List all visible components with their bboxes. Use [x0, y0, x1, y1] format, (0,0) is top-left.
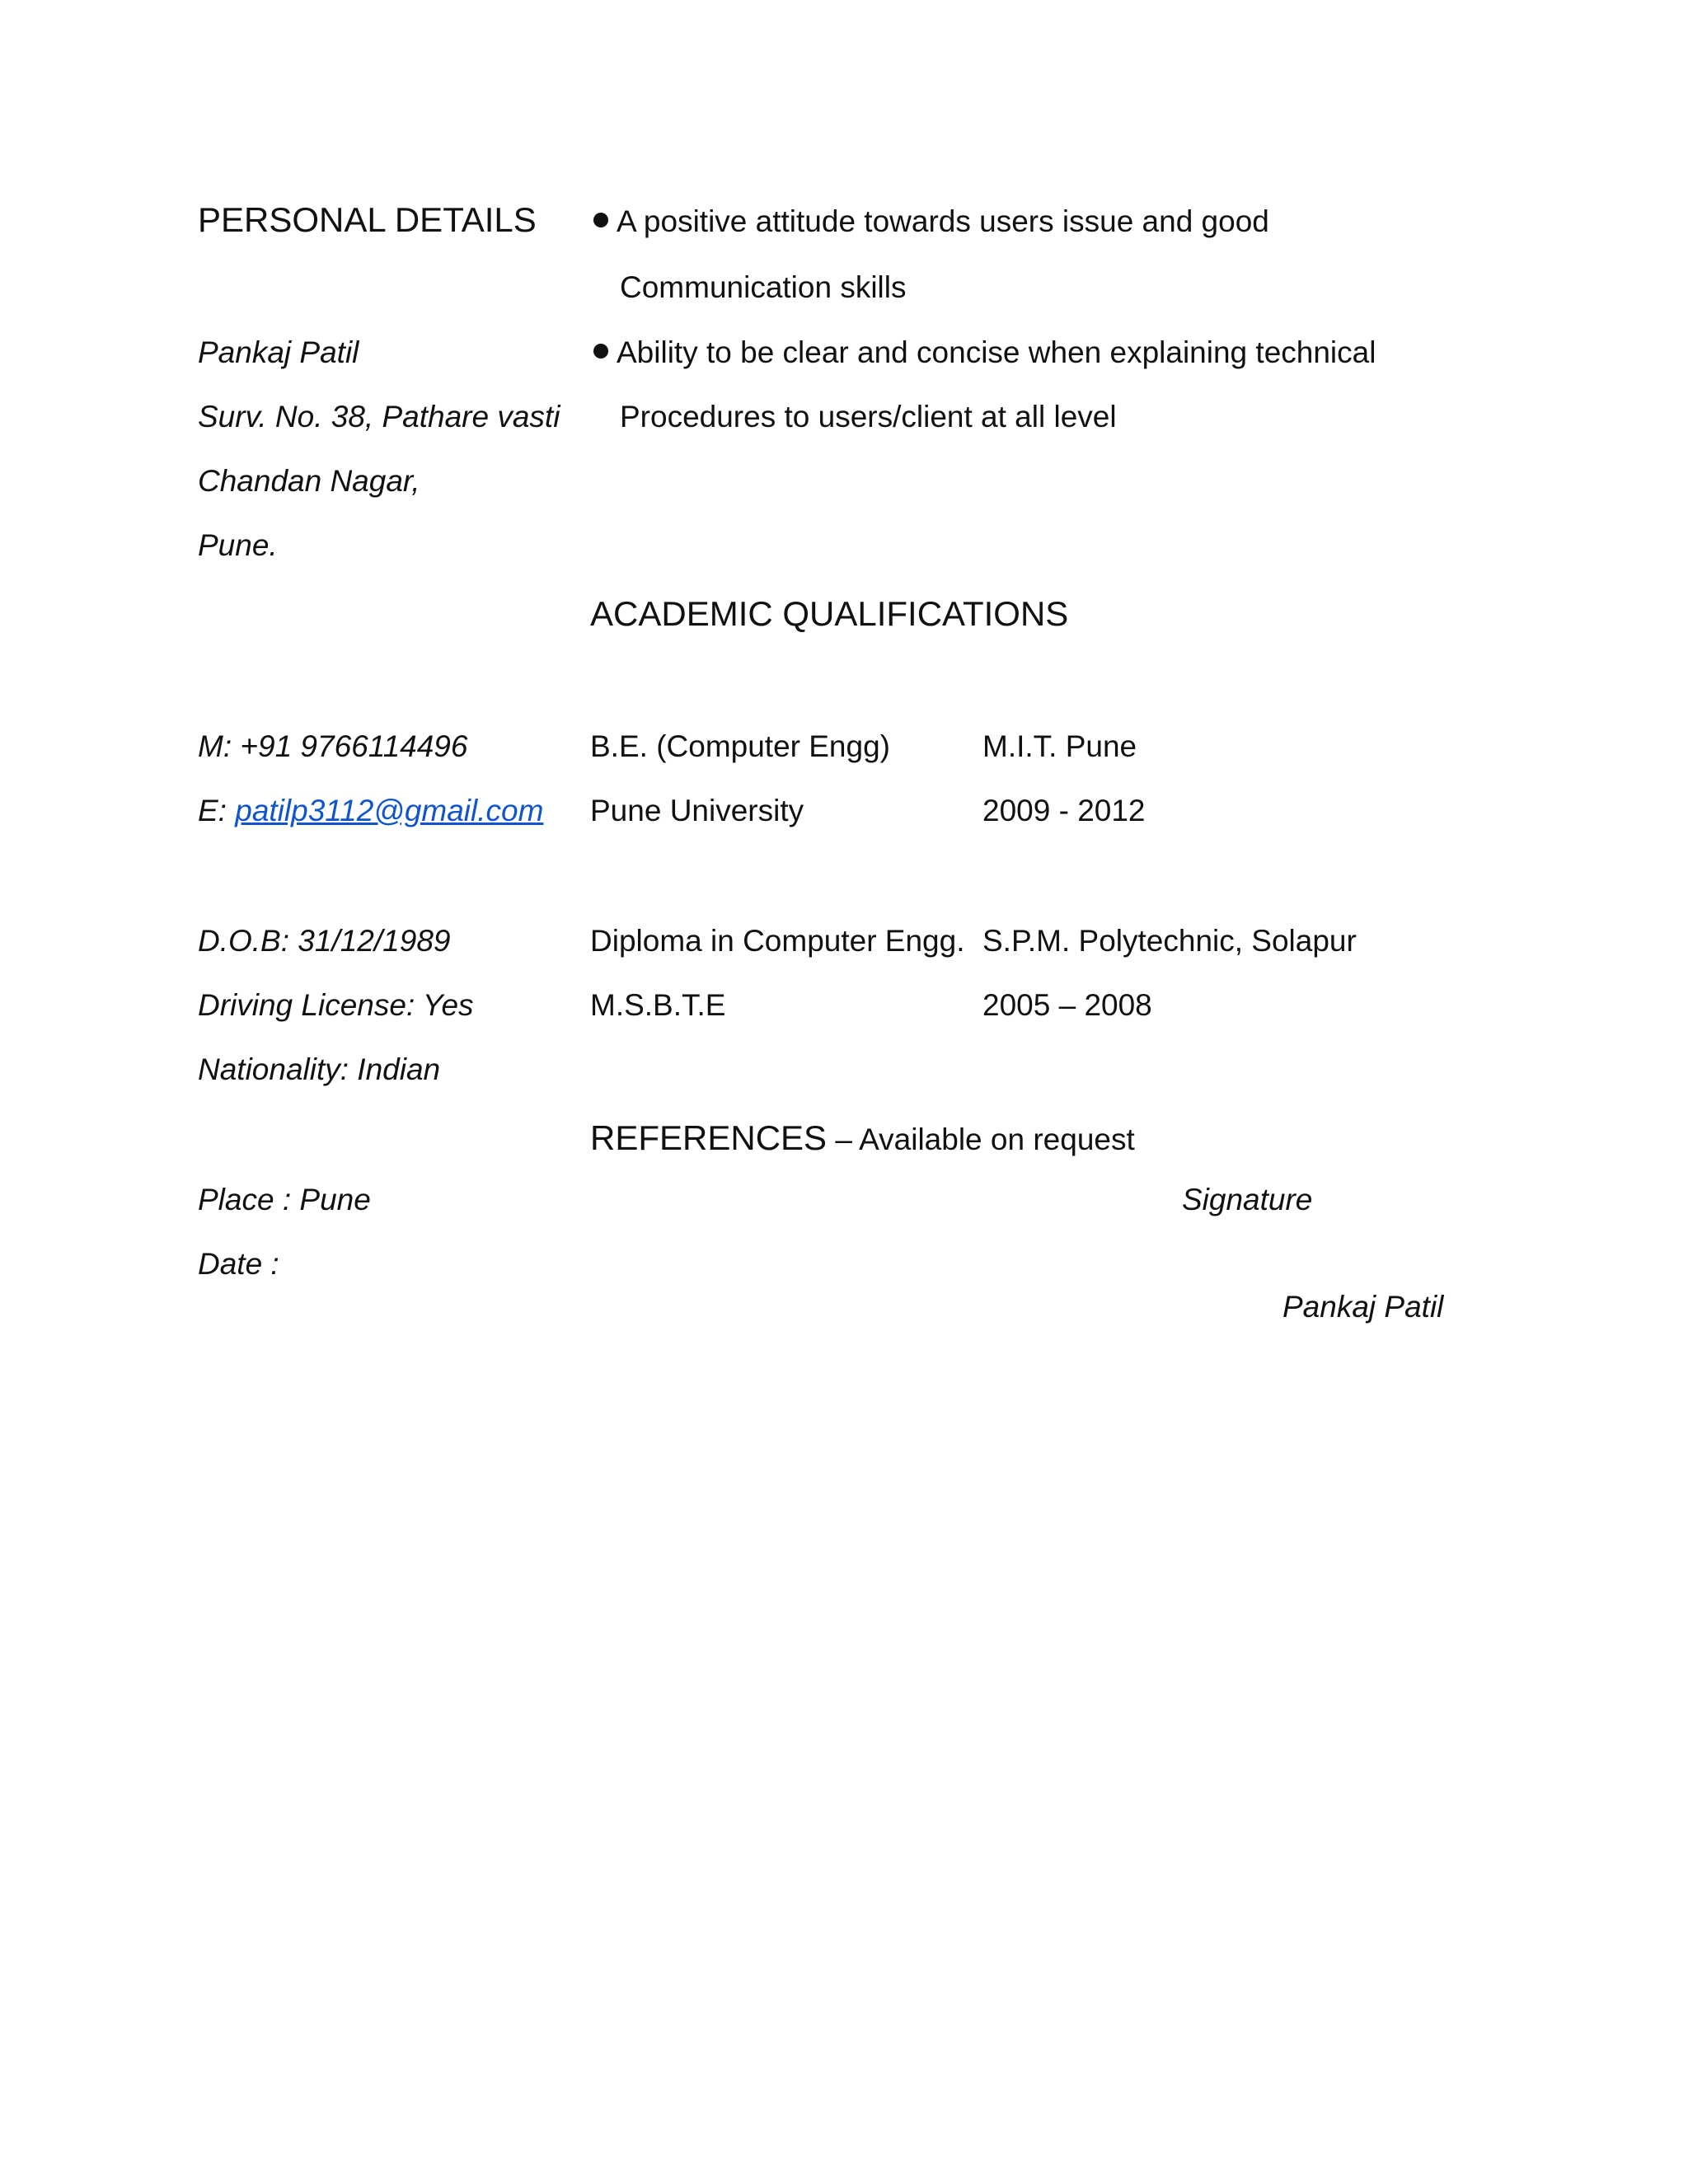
signature-name: Pankaj Patil	[1282, 1290, 1444, 1324]
address-line-2: Chandan Nagar,	[198, 464, 420, 498]
driving-license: Driving License: Yes	[198, 988, 474, 1022]
personal-details-heading: PERSONAL DETAILS	[198, 200, 537, 239]
academic-institute: M.I.T. Pune	[982, 729, 1137, 763]
bullet-icon	[593, 344, 608, 359]
skill-1-line-1: A positive attitude towards users issue and good	[617, 204, 1269, 238]
academic-heading: ACADEMIC QUALIFICATIONS	[590, 594, 1069, 633]
references-heading: REFERENCES	[590, 1118, 828, 1157]
bullet-icon	[593, 213, 608, 227]
candidate-name: Pankaj Patil	[198, 335, 359, 369]
email-row	[198, 793, 543, 829]
academic-institute: S.P.M. Polytechnic, Solapur	[982, 924, 1357, 958]
academic-board: M.S.B.T.E	[590, 988, 726, 1022]
address-line-3: Pune.	[198, 528, 278, 562]
skill-2-line-2: Procedures to users/client at all level	[620, 400, 1117, 434]
academic-years: 2005 – 2008	[982, 988, 1152, 1022]
nationality: Nationality: Indian	[198, 1052, 441, 1086]
academic-years: 2009 - 2012	[982, 794, 1146, 827]
skill-2-line-1: Ability to be clear and concise when explaining technical	[617, 335, 1376, 369]
references-row	[590, 1118, 1135, 1159]
skill-1-line-2: Communication skills	[620, 270, 907, 304]
references-note: – Available on request	[827, 1122, 1135, 1156]
email-link[interactable]: patilp3112@gmail.com	[235, 794, 544, 827]
address-line-1: Surv. No. 38, Pathare vasti	[198, 400, 560, 434]
date-of-birth: D.O.B: 31/12/1989	[198, 924, 451, 958]
place: Place : Pune	[198, 1183, 371, 1216]
academic-degree: Diploma in Computer Engg.	[590, 924, 965, 958]
academic-board: Pune University	[590, 794, 804, 827]
academic-degree: B.E. (Computer Engg)	[590, 729, 890, 763]
signature-label: Signature	[1182, 1183, 1313, 1216]
email-prefix: E:	[198, 794, 236, 827]
mobile-number: M: +91 9766114496	[198, 729, 468, 763]
date: Date :	[198, 1247, 279, 1281]
